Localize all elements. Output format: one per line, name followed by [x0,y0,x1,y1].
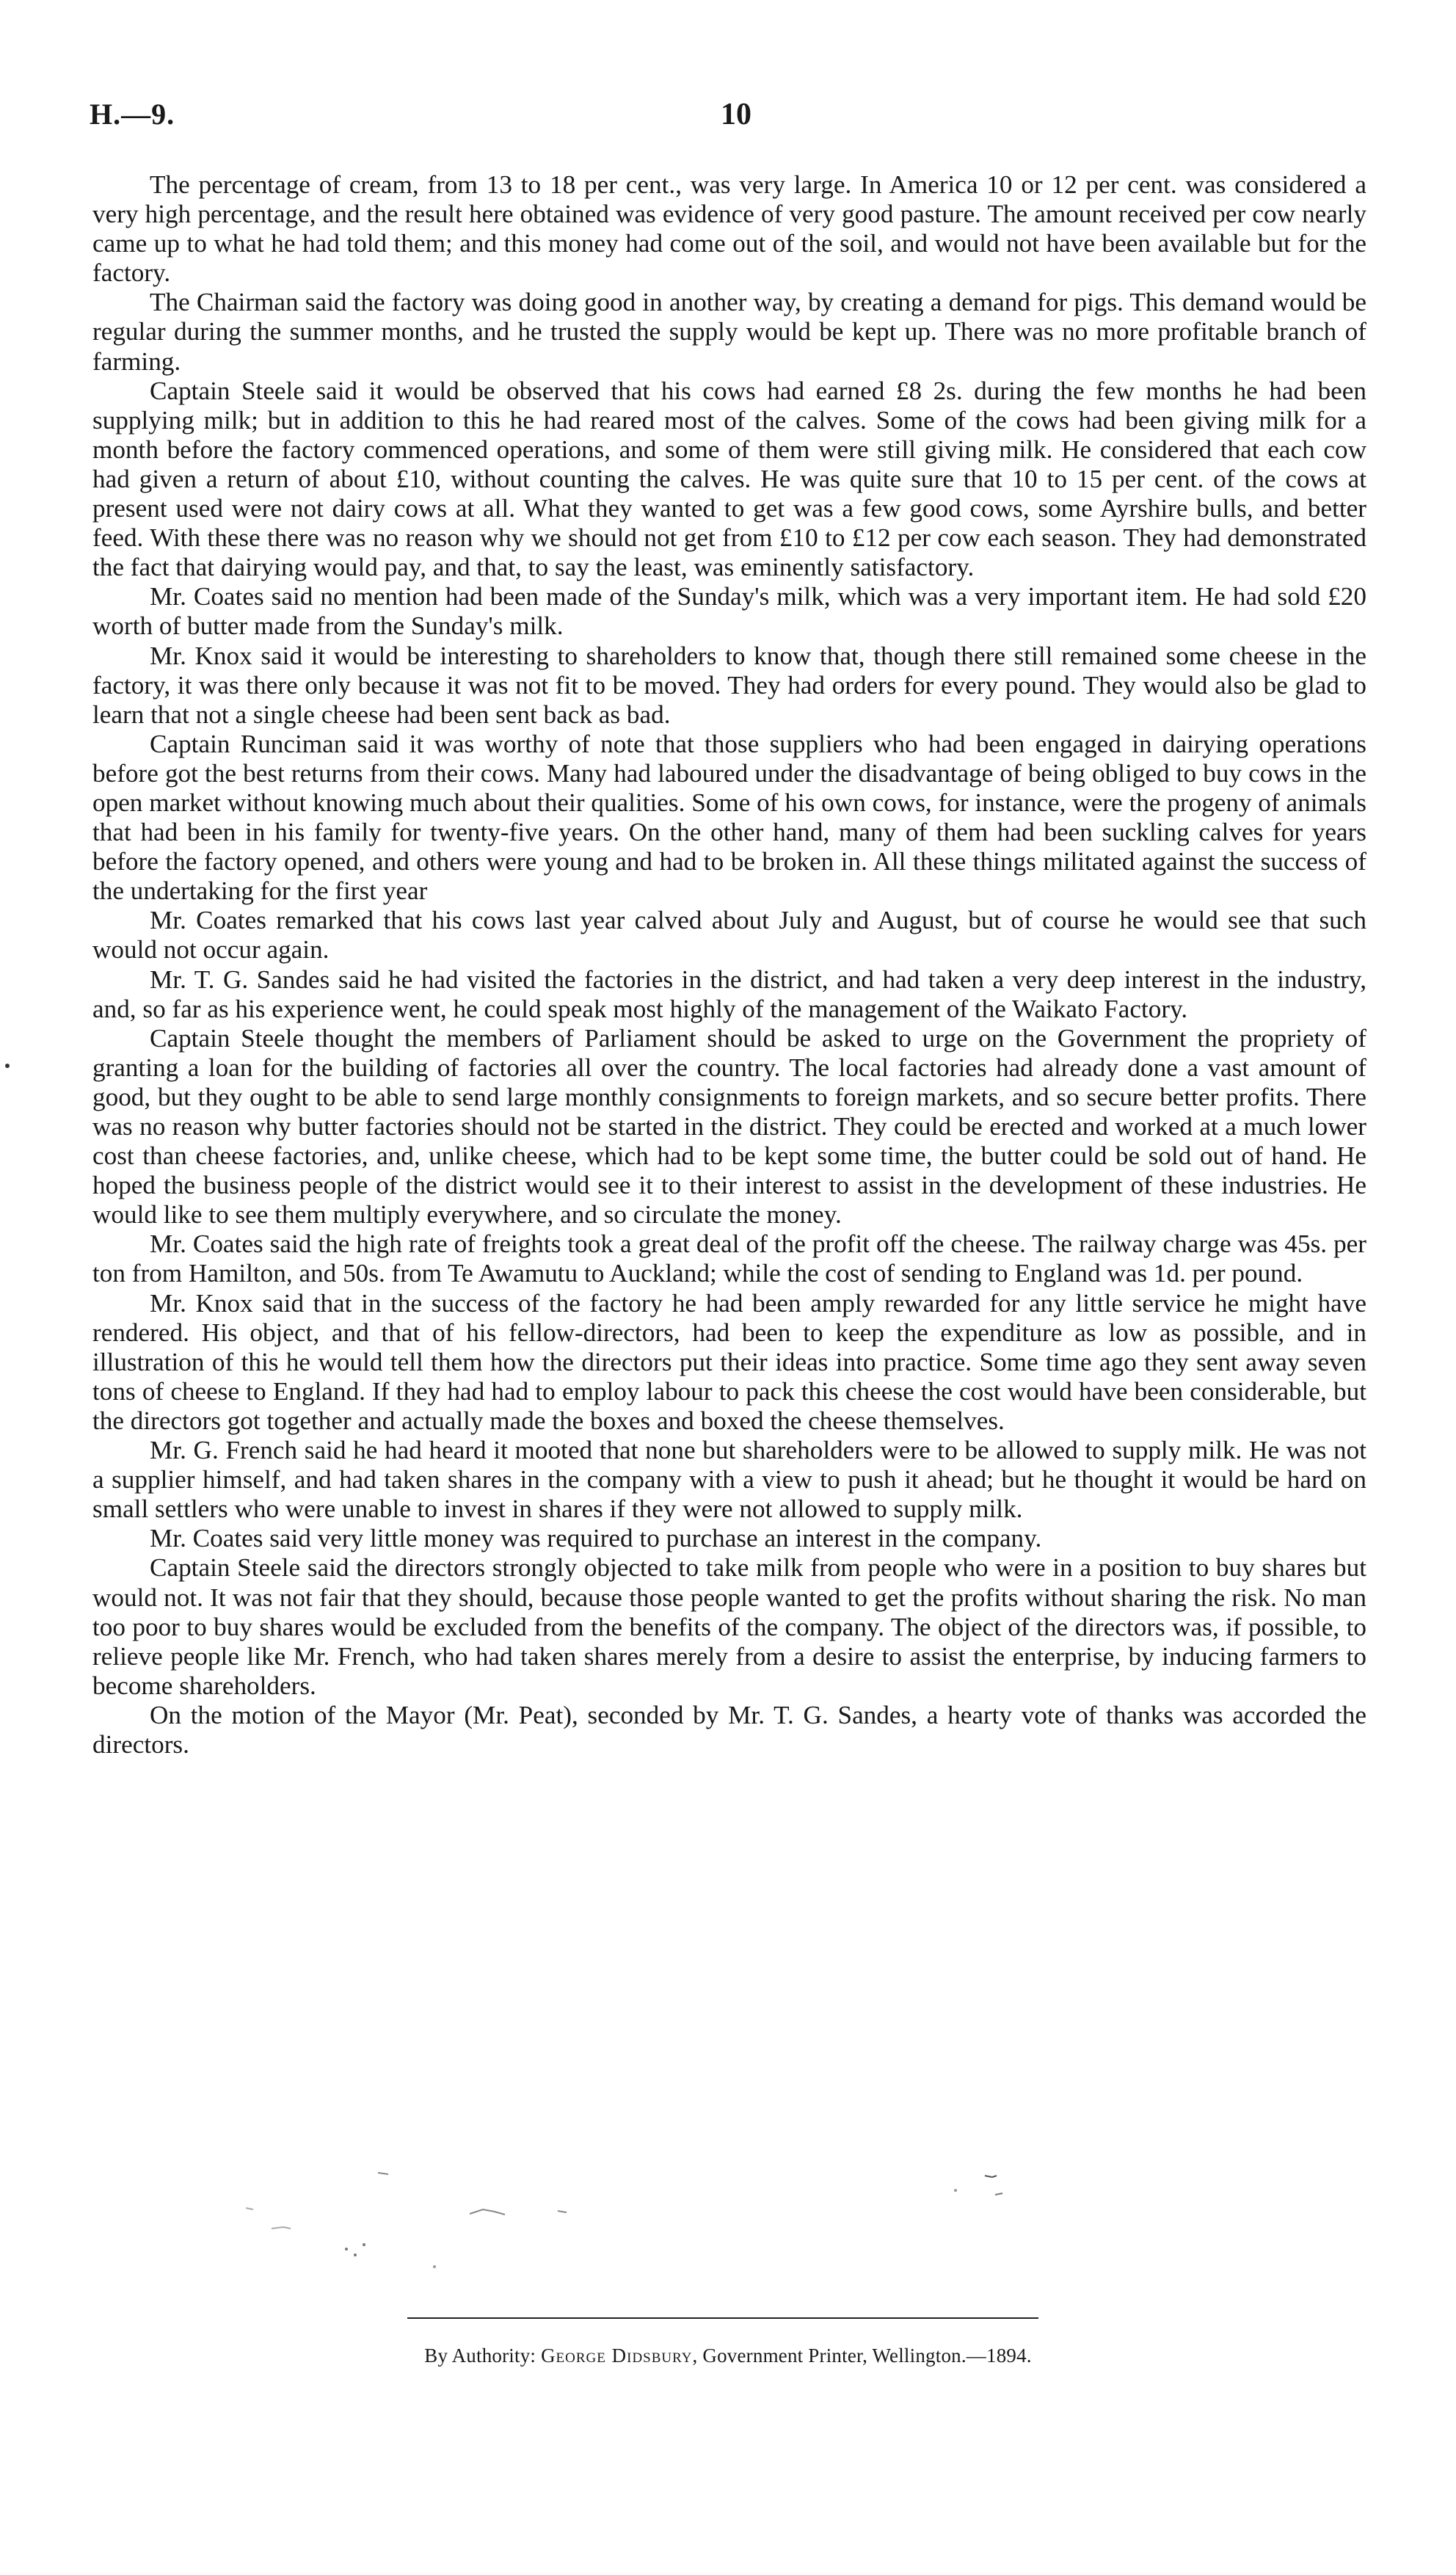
speck [246,2208,253,2209]
speck [995,2193,1002,2195]
speck [5,1064,10,1068]
speck [345,2248,348,2251]
page-header [90,97,1366,148]
paragraph: Captain Runciman said it was worthy of note that those suppliers who had been engaged in dairying operations before got the best returns from their cows. Many had laboured under the disadvantage of being obliged to buy cows in the open market without knowing much about their qualities. Some of his own cows, for instance, were the progeny of animals that had been in his family for twenty-five years. On the other hand, many of them had been suckling calves for years before the factory opened, and others were young and had to be broken in. All these things militated against the success of the undertaking for the first year [92,729,1366,906]
paragraph: The percentage of cream, from 13 to 18 per cent., was very large. In America 10 or 12 per cent. was considered a very high percentage, and the result here obtained was evidence of very good pasture. The amount received per cow nearly came up to what he had told them; and this money had come out of the soil, and would not have been available but for the factory. [92,170,1366,288]
paragraph: Mr. Knox said that in the success of the factory he had been amply rewarded for any little service he might have rendered. His object, and that of his fellow-directors, had been to keep the expenditure as low as possible, and in illustration of this he would tell them how the directors put their ideas into practice. Some time ago they sent away seven tons of cheese to England. If they had had to employ labour to pack this cheese the cost would have been considerable, but the directors got together and actually made the boxes and boxed the cheese themselves. [92,1288,1366,1435]
speck [272,2227,291,2229]
speck [558,2211,567,2212]
speck [363,2243,365,2246]
paragraph: Captain Steele said it would be observed that his cows had earned £8 2s. during the few months he had been supplying milk; but in addition to this he had reared most of the calves. Some of the cows had been giving milk for a month before the factory commenced operations, and some of them were still giving milk. He considered that each cow had given a return of about £10, without counting the calves. He was quite sure that 10 to 15 per cent. of the cows at present used were not dairy cows at all. What they wanted to get was a few good cows, some Ayrshire bulls, and better feed. With these there was no reason why we should not get from £10 to £12 per cow each season. They had demonstrated the fact that dairying would pay, and that, to say the least, was eminently satisfactory. [92,376,1366,582]
paragraph: On the motion of the Mayor (Mr. Peat), seconded by Mr. T. G. Sandes, a hearty vote of thanks was accorded the directors. [92,1700,1366,1759]
speck [985,2176,997,2177]
paragraph: Mr. G. French said he had heard it mooted that none but shareholders were to be allowed to supply milk. He was not a supplier himself, and had taken shares in the company with a view to push it ahead; but he thought it would be hard on small settlers who were unable to invest in shares if they were not allowed to supply milk. [92,1436,1366,1524]
speck [433,2265,436,2268]
paragraph: Mr. Coates said the high rate of freights took a great deal of the profit off the cheese. The railway charge was 45s. per ton from Hamilton, and 50s. from Te Awamutu to Auckland; while the cost of sending to England was 1d. per pound. [92,1230,1366,1288]
paragraph: Mr. Coates remarked that his cows last year calved about July and August, but of course he would see that such would not occur again. [92,906,1366,965]
paragraph: Mr. Coates said no mention had been made of the Sunday's milk, which was a very important item. He had sold £20 worth of butter made from the Sunday's milk. [92,582,1366,641]
paragraph: Captain Steele thought the members of Parliament should be asked to urge on the Government the propriety of granting a loan for the building of factories all over the country. The local factories had already done a vast amount of good, but they ought to be able to send large monthly consignments to foreign markets, and so secure better profits. There was no reason why butter factories should not be started in the district. They could be erected and worked at a much lower cost than cheese factories, and, unlike cheese, which had to be kept some time, the butter could be sold out of hand. He hoped the business people of the district would see it to their interest to assist in the development of these industries. He would like to see them multiply everywhere, and so circulate the money. [92,1023,1366,1230]
page-number: 10 [721,98,751,131]
imprint [0,2345,1456,2367]
speck [954,2189,957,2192]
paragraph: Mr. Coates said very little money was required to purchase an interest in the company. [150,1524,1042,1553]
document-reference: H.—9. [90,98,175,131]
speck [378,2173,388,2174]
imprint-prefix: By Authority: [424,2345,536,2367]
speck [470,2209,505,2215]
imprint-suffix: , Government Printer, Wellington.—1894. [692,2345,1032,2367]
speck [354,2253,357,2256]
body-text [92,170,1366,1759]
paragraph: Mr. T. G. Sandes said he had visited the factories in the district, and had taken a very deep interest in the industry, and, so far as his experience went, he could speak most highly of the management of the Waikato Factory. [92,965,1366,1023]
paragraph: The Chairman said the factory was doing good in another way, by creating a demand for pigs. This demand would be regular during the summer months, and he trusted the supply would be kept up. There was no more profitable branch of farming. [92,288,1366,376]
printer-name: George Didsbury [541,2345,693,2367]
paragraph: Captain Steele said the directors strongly objected to take milk from people who were in a position to buy shares but would not. It was not fair that they should, because those people wanted to get the profits without sharing the risk. No man too poor to buy shares would be excluded from the benefits of the company. The object of the directors was, if possible, to relieve people like Mr. French, who had taken shares merely from a desire to assist the enterprise, by inducing farmers to become shareholders. [92,1553,1366,1700]
paragraph: Mr. Knox said it would be interesting to shareholders to know that, though there still remained some cheese in the factory, it was there only because it was not fit to be moved. They had orders for every pound. They would also be glad to learn that not a single cheese had been sent back as bad. [92,641,1366,729]
